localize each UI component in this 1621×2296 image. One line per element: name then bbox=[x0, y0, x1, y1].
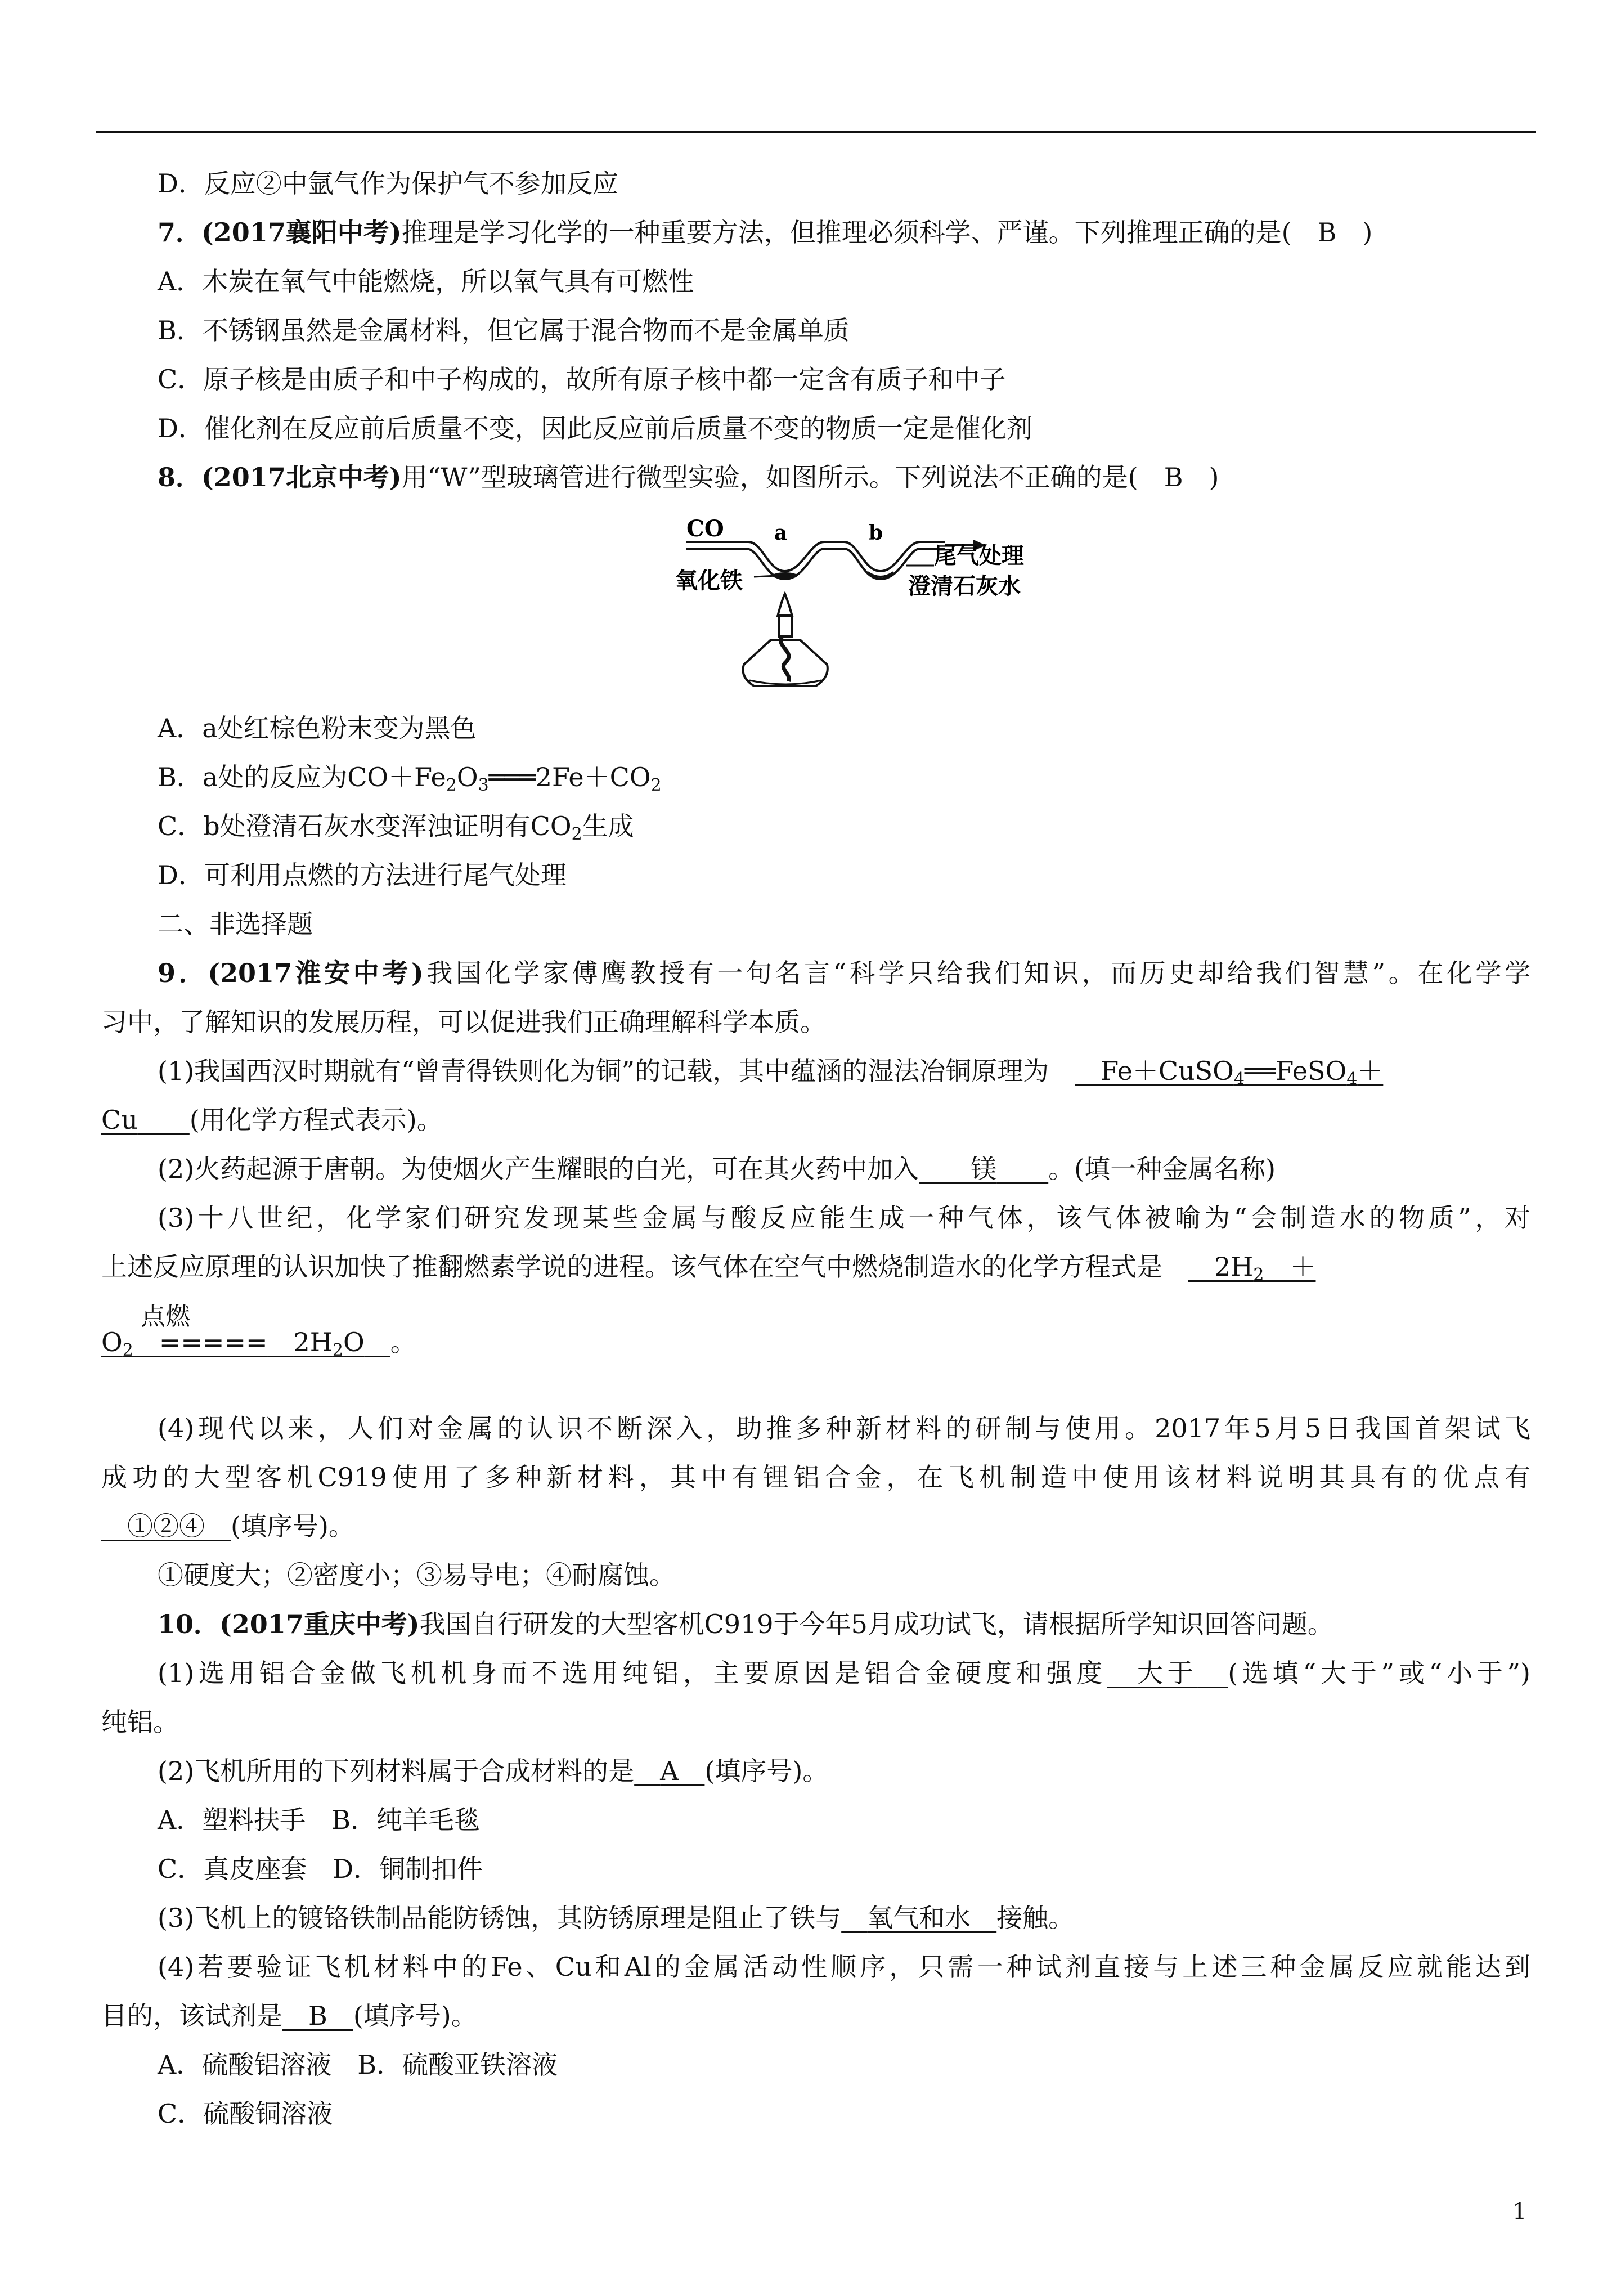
reaction-condition: 点燃 bbox=[141, 1302, 190, 1331]
page-number: 1 bbox=[1512, 2199, 1527, 2225]
q7-option-d: D．催化剂在反应前后质量不变，因此反应前后质量不变的物质一定是催化剂 bbox=[158, 413, 1032, 443]
q9-stem-line2: 习中，了解知识的发展历程，可以促进我们正确理解科学本质。 bbox=[101, 1007, 826, 1037]
label-a: a bbox=[774, 521, 788, 545]
q7-source: (2017襄阳中考) bbox=[201, 217, 402, 248]
q8-number: 8． bbox=[158, 462, 202, 492]
q8-option-c: C．b处澄清石灰水变浑浊证明有$CO_2$生成 bbox=[158, 811, 634, 844]
q9-part2: (2)火药起源于唐朝。为使烟火产生耀眼的白光，可在其火药中加入 镁 。(填一种金属名称) bbox=[158, 1154, 1276, 1184]
q10-part3-answer: 氧气和水 bbox=[867, 1903, 971, 1933]
q9-part3-line2: 上述反应原理的认识加快了推翻燃素学说的进程。该气体在空气中燃烧制造水的化学方程式是 $2H_2$ ＋ bbox=[101, 1252, 1316, 1285]
q8-stem: 8．(2017北京中考)用“W”型玻璃管进行微型实验，如图所示。下列说法不正确的是( B ) bbox=[158, 462, 1219, 492]
q8-option-a: A．a处红棕色粉末变为黑色 bbox=[158, 713, 477, 743]
q10-number: 10． bbox=[158, 1609, 220, 1639]
q7-option-a: A．木炭在氧气中能燃烧，所以氧气具有可燃性 bbox=[158, 266, 694, 297]
section-heading: 二、非选择题 bbox=[158, 909, 313, 939]
label-iron-oxide: 氧化铁 bbox=[675, 567, 743, 594]
q10-stem: 10．(2017重庆中考)我国自行研发的大型客机C919于今年5月成功试飞，请根据所学知识回答问题。 bbox=[158, 1609, 1333, 1639]
q10-part1-line2: 纯铝。 bbox=[101, 1707, 179, 1737]
q9-part2-answer: 镁 bbox=[971, 1154, 997, 1184]
q9-part3-answer-b: $O_2$ ===== $2H_2O$ bbox=[101, 1327, 365, 1360]
q7-option-c: C．原子核是由质子和中子构成的，故所有原子核中都一定含有质子和中子 bbox=[158, 364, 1006, 394]
header-rule bbox=[96, 131, 1536, 133]
q9-part1: (1)我国西汉时期就有“曾青得铁则化为铜”的记载，其中蕴涵的湿法冶铜原理为 Fe＋CuSO$_4$══FeSO$_4$＋ bbox=[158, 1056, 1384, 1089]
label-tail-gas: 尾气处理 bbox=[934, 542, 1024, 569]
q10-part4-options-2: C．硫酸铜溶液 bbox=[158, 2098, 333, 2129]
q10-part1-answer: 大于 bbox=[1137, 1658, 1198, 1688]
q10-part3: (3)飞机上的镀铬铁制品能防锈蚀，其防锈原理是阻止了铁与 氧气和水 接触。 bbox=[158, 1903, 1075, 1933]
q9-part3-answer-a: $2H_2$ ＋ bbox=[1214, 1252, 1316, 1285]
q9-part4-answer: ①②④ bbox=[127, 1511, 205, 1541]
q9-stem-line1: 9．(2017淮安中考)我国化学家傅鹰教授有一句名言“科学只给我们知识，而历史却给我们智慧”。在化学学 bbox=[158, 958, 1530, 988]
q8-option-b: B．a处的反应为$CO+Fe_2O_3═══2Fe+CO_2$ bbox=[158, 762, 662, 795]
q10-part4-line1: (4)若要验证飞机材料中的Fe、Cu和Al的金属活动性顺序，只需一种试剂直接与上述三种金属反应就能达到 bbox=[158, 1952, 1530, 1982]
q10-part2-options-1: A．塑料扶手 B．纯羊毛毯 bbox=[158, 1805, 481, 1835]
q10-part4-options-1: A．硫酸铝溶液 B．硫酸亚铁溶液 bbox=[158, 2050, 558, 2080]
q8-source: (2017北京中考) bbox=[201, 462, 402, 492]
q7-number: 7． bbox=[158, 217, 202, 248]
q7-answer: B bbox=[1317, 217, 1337, 248]
q10-part1: (1)选用铝合金做飞机机身而不选用纯铝，主要原因是铝合金硬度和强度 大于 (选填“大于”或“小于”) bbox=[158, 1658, 1531, 1688]
q9-source: (2017淮安中考) bbox=[208, 958, 424, 988]
q10-part4-line2: 目的，该试剂是 B (填序号)。 bbox=[101, 2001, 477, 2031]
q10-source: (2017重庆中考) bbox=[219, 1609, 420, 1639]
q9-part3-line1: (3)十八世纪，化学家们研究发现某些金属与酸反应能生成一种气体，该气体被喻为“会制造水的物质”，对 bbox=[158, 1203, 1530, 1233]
q9-part4-line2: 成功的大型客机C919使用了多种新材料，其中有锂铝合金，在飞机制造中使用该材料说明其具有的优点有 bbox=[101, 1462, 1530, 1492]
label-b: b bbox=[869, 521, 883, 545]
q9-part3-line3: $O_2$ ===== $2H_2O$ 。 bbox=[101, 1327, 416, 1360]
q9-part1-answer: Fe＋CuSO$_4$══FeSO$_4$＋ bbox=[1101, 1056, 1384, 1089]
q10-part2-answer: A bbox=[660, 1756, 679, 1786]
q8-option-d: D．可利用点燃的方法进行尾气处理 bbox=[158, 860, 567, 890]
q7-stem-text: 推理是学习化学的一种重要方法，但推理必须科学、严谨。下列推理正确的是( bbox=[401, 217, 1292, 248]
equals-sign: ═══ bbox=[488, 762, 536, 792]
w-tube-diagram bbox=[641, 509, 1035, 701]
q6-option-d: D．反应②中氩气作为保护气不参加反应 bbox=[158, 168, 618, 199]
q7-stem: 7．(2017襄阳中考)推理是学习化学的一种重要方法，但推理必须科学、严谨。下列推理正确的是( B ) bbox=[158, 217, 1373, 248]
label-limewater: 澄清石灰水 bbox=[908, 573, 1021, 599]
q9-part4-options: ①硬度大；②密度小；③易导电；④耐腐蚀。 bbox=[158, 1560, 675, 1590]
q9-part1-line2: Cu (用化学方程式表示)。 bbox=[101, 1105, 443, 1135]
q9-part4-line1: (4)现代以来，人们对金属的认识不断深入，助推多种新材料的研制与使用。2017年5月5日我国首架试飞 bbox=[158, 1413, 1530, 1443]
q7-option-b: B．不锈钢虽然是金属材料，但它属于混合物而不是金属单质 bbox=[158, 315, 850, 346]
q10-part2: (2)飞机所用的下列材料属于合成材料的是 A (填序号)。 bbox=[158, 1756, 829, 1786]
q10-part4-answer: B bbox=[308, 2001, 327, 2031]
q8-answer: B bbox=[1164, 462, 1183, 492]
q8-stem-text: 用“W”型玻璃管进行微型实验，如图所示。下列说法不正确的是( bbox=[401, 462, 1138, 492]
q9-part4-line3: ①②④ (填序号)。 bbox=[101, 1509, 1530, 1543]
label-co: CO bbox=[686, 515, 724, 542]
q10-part2-options-2: C．真皮座套 D．铜制扣件 bbox=[158, 1854, 483, 1884]
w-tube-apparatus-figure bbox=[641, 509, 1035, 701]
q9-number: 9． bbox=[158, 958, 208, 988]
